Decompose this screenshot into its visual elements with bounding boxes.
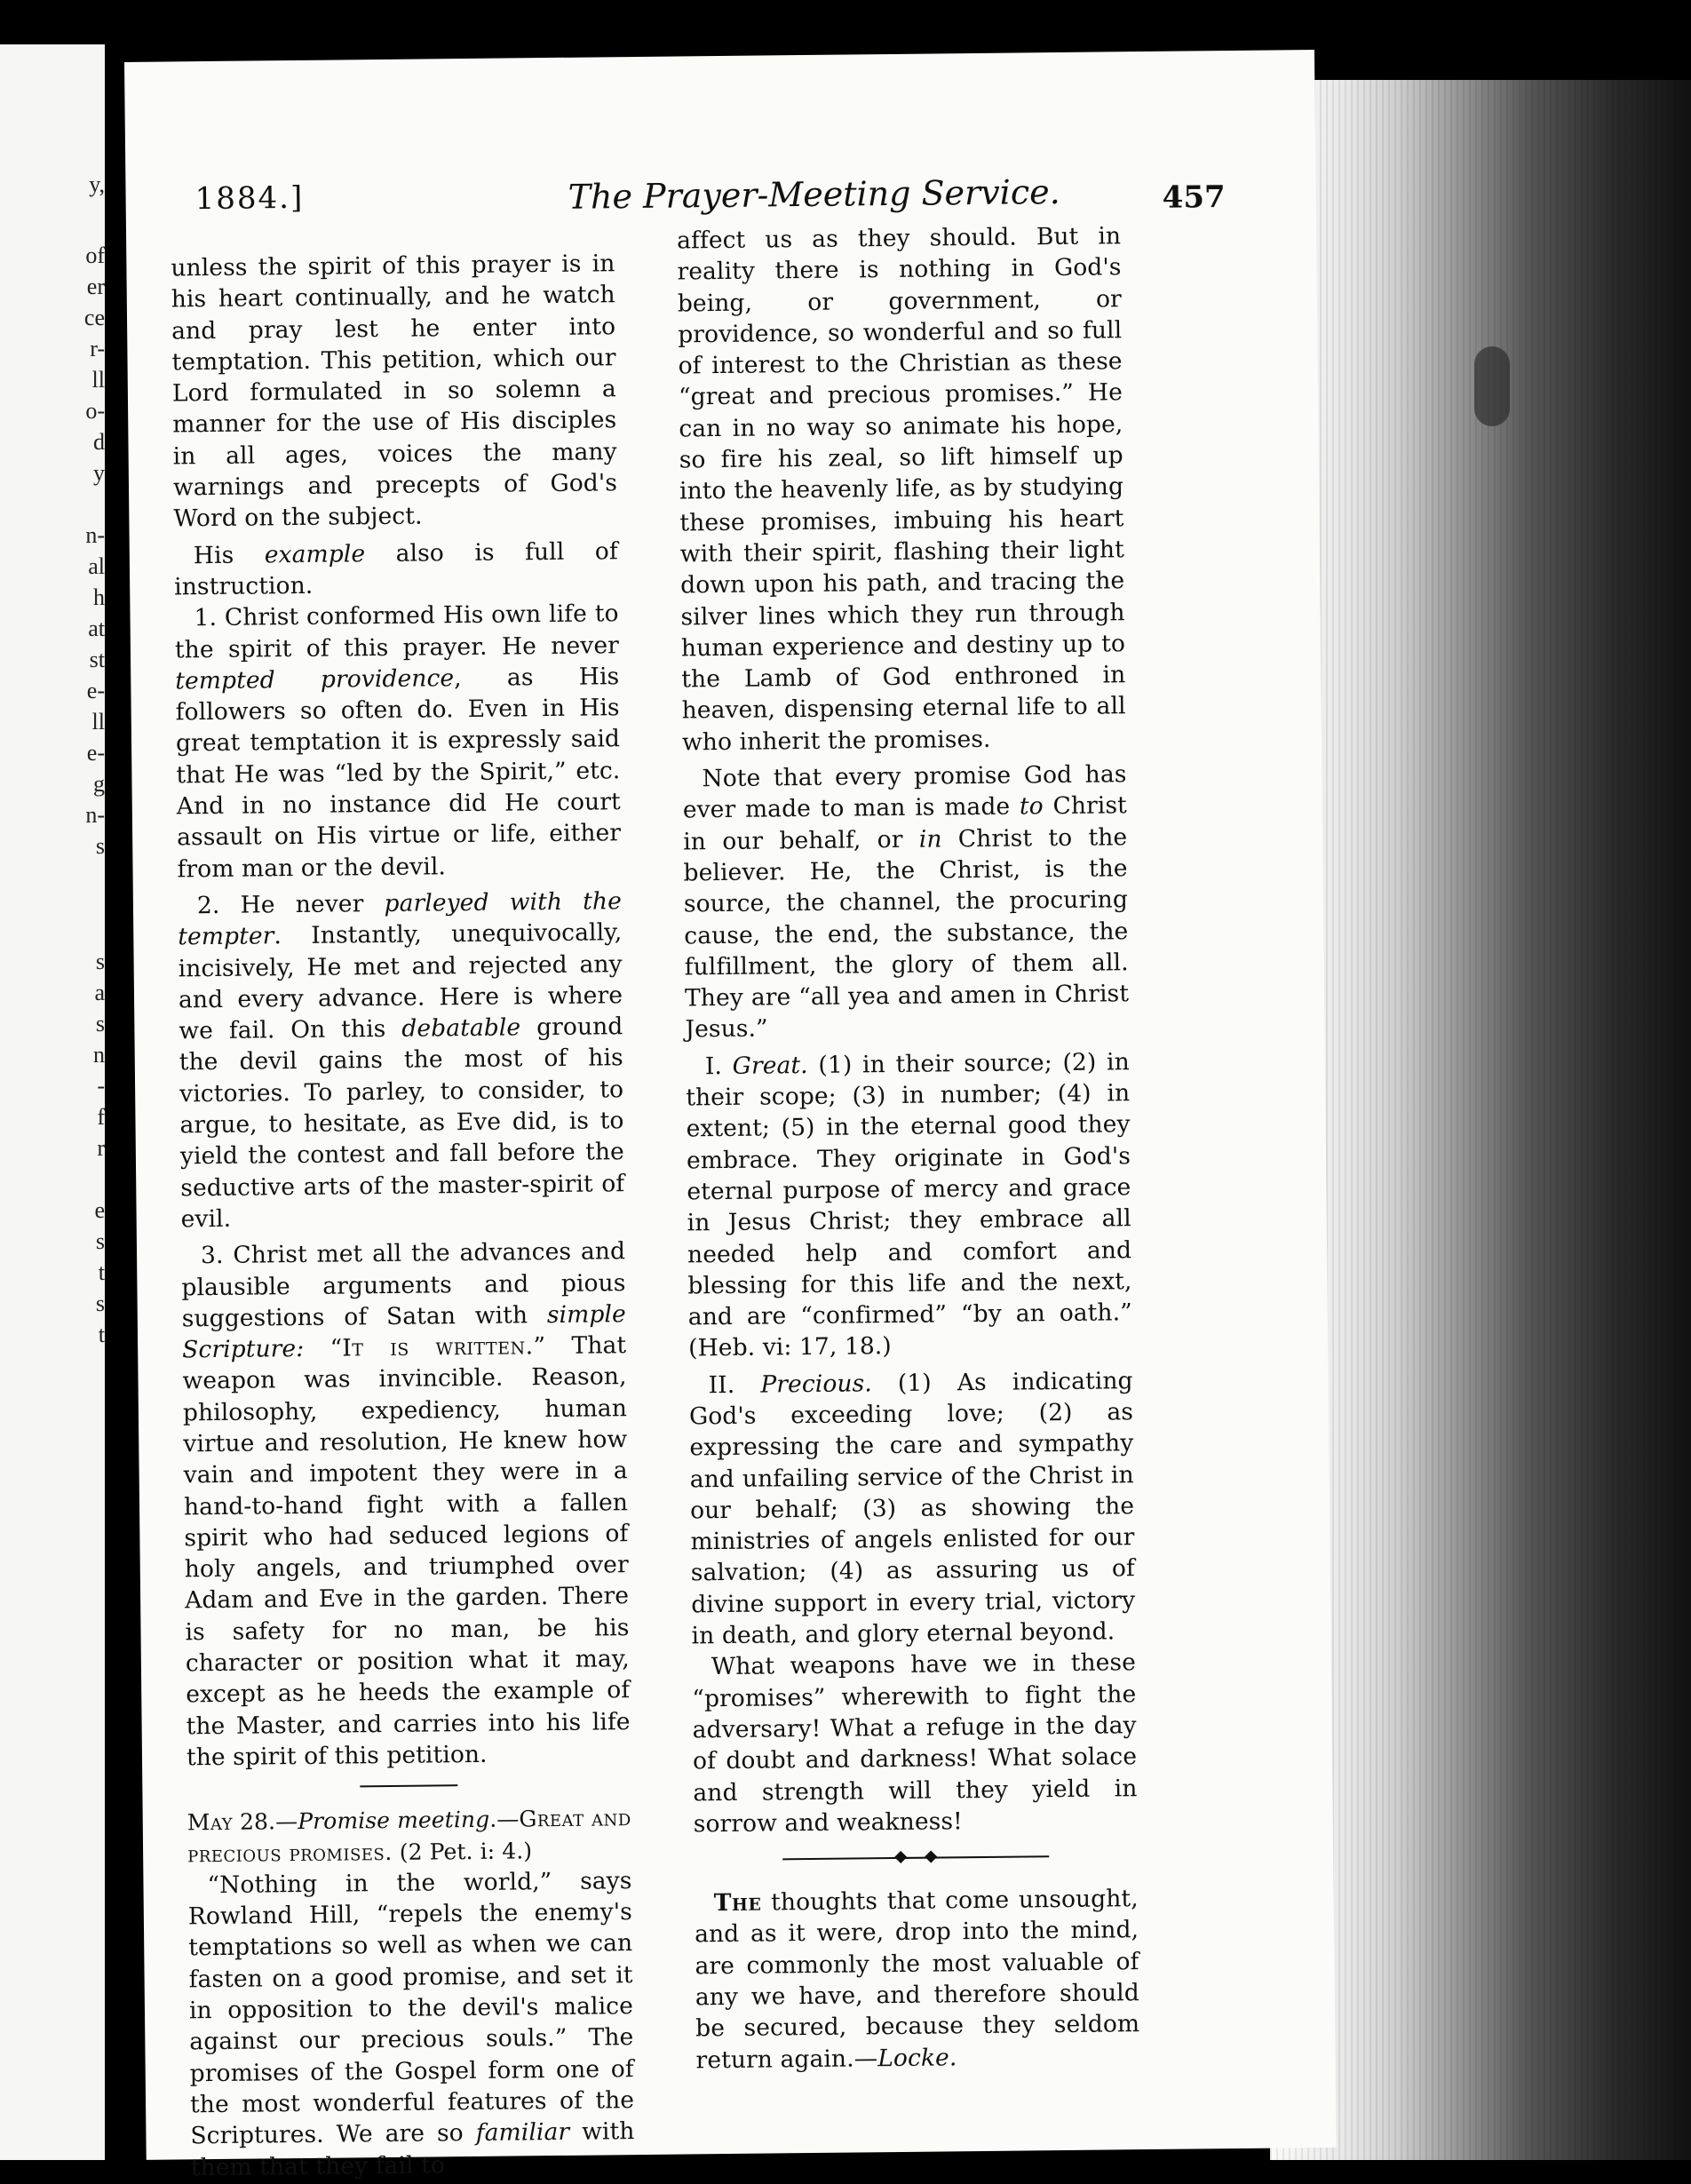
- left-page-fragment: s: [95, 1011, 105, 1036]
- left-page-fragment: s: [95, 1291, 105, 1316]
- left-page-fragment: n: [93, 1042, 105, 1068]
- left-page-fragment: o-: [85, 398, 105, 424]
- paragraph: “Nothing in the world,” says Rowland Hill, “repels the enemy's temptations so well as when we can fasten on a good promise, and set it in opposition to the devil's malice against our precious souls.” The promises of the Gospel form one of the most wonderful features of the Scriptures. We are so familiar with them that they fail to: [187, 1866, 635, 2181]
- left-page-fragment: n-: [85, 522, 105, 548]
- paragraph: affect us as they should. But in reality there is nothing in God's being, or government, or providence, so wonderful and so full of interest to the Christian as these “great and precious promises.” He can in no way so animate his hope, so fire his zeal, so lift himself up into the heavenly life, as by studying these promises, imbuing his heart with their spirit, flashing their light down upon his path, and tracing the silver lines which they run through human experience and destiny up to the Lamb of God enthroned in heaven, dispensing eternal life to all who inherit the promises.: [676, 222, 1126, 757]
- quote-author: Locke.: [877, 2043, 957, 2072]
- left-page-fragment: -: [97, 1073, 105, 1099]
- page-stain: [1474, 346, 1510, 426]
- section-divider: [360, 1784, 457, 1787]
- paragraph: What weapons have we in these “promises” wherewith to fight the adversary! What a refuge in the day of doubt and darkness! What solace and strength will they yield in sorrow and weakness!: [692, 1648, 1138, 1839]
- column-left: [171, 248, 635, 2183]
- left-page-fragment: a: [94, 980, 105, 1005]
- left-page-fragment: s: [95, 833, 105, 859]
- header-title: The Prayer-Meeting Service.: [568, 171, 1060, 217]
- book-page: [124, 50, 1337, 2181]
- left-page-fragment: e: [94, 1197, 105, 1223]
- paragraph: II. Precious. (1) As indicating God's exceeding love; (2) as expressing the care and sympathy and unfailing service of the Christ in our behalf; (3) as showing the ministries of angels enlisted for our salvation; (4) as assuring us of divine support in every trial, victory in death, and glory eternal beyond.: [688, 1366, 1136, 1650]
- left-page-fragment: r-: [90, 336, 105, 361]
- section-heading: May 28.—Promise meeting.—Great and precious promises. (2 Pet. i: 4.): [187, 1805, 631, 1867]
- ornament-divider: [782, 1850, 1049, 1865]
- left-page-fragment: s: [95, 949, 105, 974]
- column-right: [677, 220, 1140, 2076]
- quote-paragraph: The thoughts that come unsought, and as it were, drop into the mind, are commonly the most valuable of any we have, and therefore should be secured, because they seldom return again.—Locke.: [694, 1885, 1140, 2075]
- left-page-fragment: ll: [91, 709, 105, 735]
- left-page-fragment: d: [93, 429, 105, 455]
- left-page-fragment: s: [95, 1228, 105, 1254]
- left-page-fragment: ce: [83, 305, 105, 330]
- paragraph: Note that every promise God has ever made to man is made to Christ in our behalf, or in Christ to the believer. He, the Christ, is the source, the channel, the procuring cause, the end, the substance, the fulfillment, the glory of them all. They are “all yea and amen in Christ Jesus.”: [682, 760, 1130, 1044]
- left-page-fragment: f: [97, 1104, 105, 1130]
- left-page-fragment: t: [98, 1259, 105, 1285]
- left-page-fragment: of: [85, 242, 105, 268]
- left-page-fragment: t: [98, 1322, 105, 1347]
- left-page-fragment: st: [89, 647, 105, 672]
- left-page-fragment: y: [93, 460, 105, 486]
- paragraph: 2. He never parleyed with the tempter. Instantly, unequivocally, incisively, He met and rejected any and every advance. Here is where we fail. On this debatable ground the devil gains the most of his victories. To parley, to consider, to argue, to hesitate, as Eve did, is to yield the contest and fall before the seductive arts of the master-spirit of evil.: [178, 887, 625, 1234]
- header-year: 1884.]: [195, 179, 305, 218]
- left-page-fragment: ll: [91, 367, 105, 393]
- left-page-fragment: e-: [86, 678, 105, 703]
- left-page-fragment: at: [88, 615, 105, 641]
- left-page-sliver: [0, 44, 105, 2160]
- left-page-fragment: n-: [85, 802, 105, 828]
- paragraph: His example also is full of instruction.: [174, 536, 618, 601]
- left-page-fragment: al: [88, 553, 105, 579]
- paragraph: unless the spirit of this prayer is in his heart continually, and he watch and pray lest he enter into temptation. This petition, which our Lord formulated in so solemn a manner for the use of His disciples in all ages, voices the many warnings and precepts of God's Word on the subject.: [171, 250, 618, 533]
- left-page-fragment: er: [86, 274, 105, 299]
- paragraph: 3. Christ met all the advances and plausible arguments and pious suggestions of Satan with simple Scripture: “It is written.” That weapon was invincible. Reason, philosophy, expediency, human virtue and resolution, He knew how vain and impotent they were in a hand-to-hand fight with a fallen spirit who had seduced legions of holy angels, and triumphed over Adam and Eve in the garden. There is safety for no man, be his character or position what it may, except as he heeds the example of the Master, and carries into his life the spirit of this petition.: [181, 1237, 631, 1772]
- left-page-fragment: e-: [86, 740, 105, 766]
- paragraph: I. Great. (1) in their source; (2) in their scope; (3) in number; (4) in extent; (5) in the eternal good they embrace. They originate in God's eternal purpose of mercy and grace in Jesus Christ; they embrace all needed help and comfort and blessing for this life and the next, and are “confirmed” “by an oath.” (Heb. vi: 17, 18.): [686, 1047, 1132, 1362]
- page-number: 457: [1162, 179, 1226, 216]
- left-page-fragment: y,: [89, 171, 105, 197]
- paragraph: 1. Christ conformed His own life to the spirit of this prayer. He never tempted providence, as His followers so often do. Even in His great temptation it is expressly said that He was “led by the Spirit,” etc. And in no instance did He court assault on His virtue or life, either from man or the devil.: [174, 600, 622, 884]
- left-page-fragment: h: [93, 584, 105, 610]
- left-page-fragment: g: [93, 771, 105, 797]
- left-page-fragment: r: [97, 1135, 105, 1161]
